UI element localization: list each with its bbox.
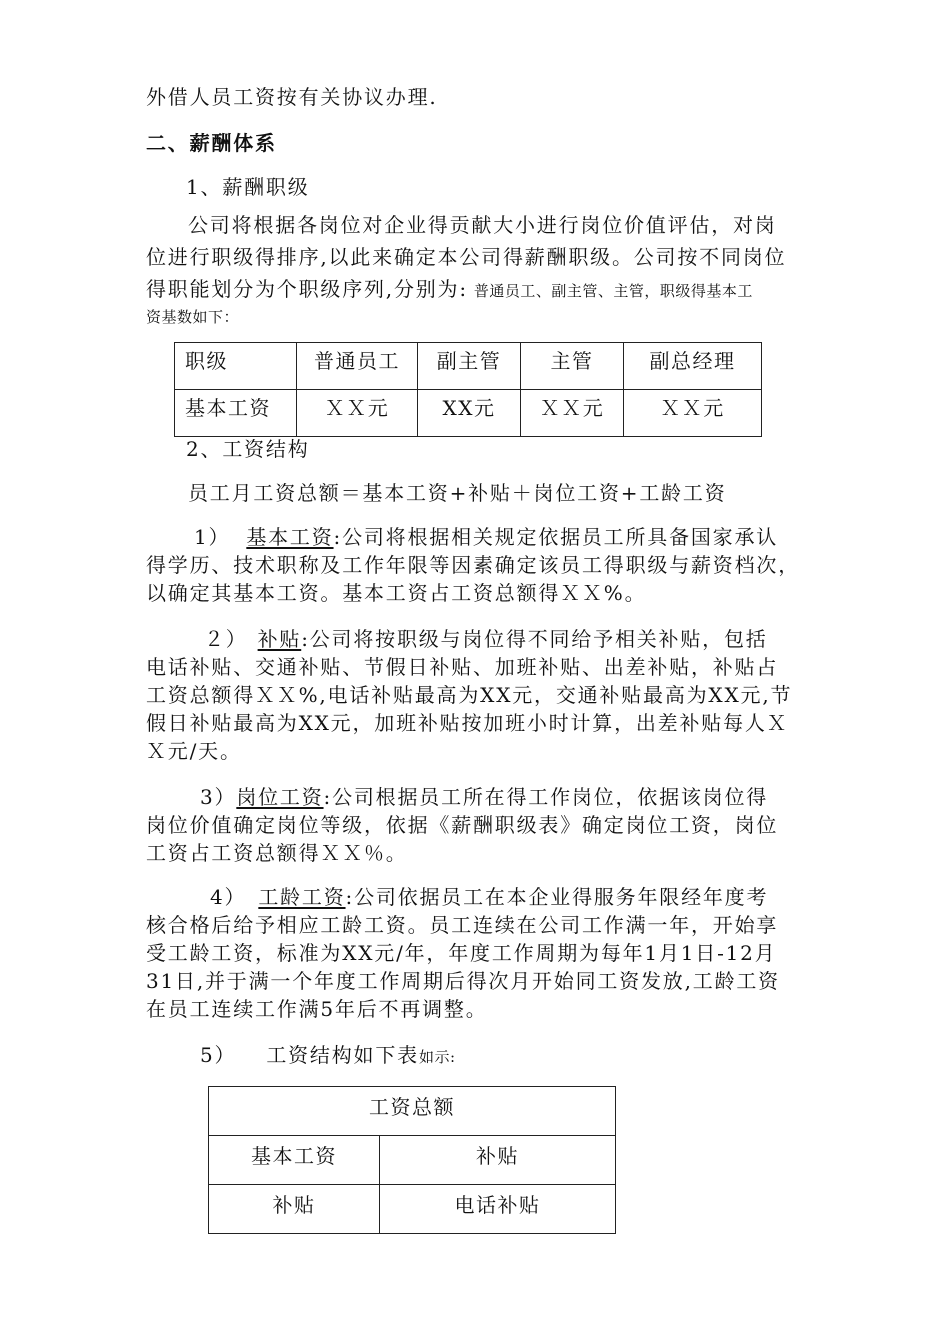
- item2-line1-rest: :公司将按职级与岗位得不同给予相关补贴，包括: [301, 627, 768, 651]
- struct-row: [209, 1136, 616, 1185]
- rank-cell: ＸＸ元: [297, 390, 418, 437]
- item5-prefix: 5）: [200, 1043, 237, 1067]
- item3-line1-rest: :公司根据员工所在得工作岗位，依据该岗位得: [323, 785, 769, 809]
- rank-table-header-row: [175, 343, 762, 390]
- salary-structure-table: [208, 1086, 616, 1234]
- item4-line2: 核合格后给予相应工龄工资。员工连续在公司工作满一年，开始享: [146, 913, 779, 937]
- para1-line2: 位进行职级得排序,以此来确定本公司得薪酬职级。公司按不同岗位: [146, 245, 787, 269]
- item3-line1: [200, 784, 768, 810]
- item4-line5: 在员工连续工作满5年后不再调整。: [146, 997, 488, 1021]
- item1-line2: 得学历、技术职称及工作年限等因素确定该员工得职级与薪资档次，: [146, 553, 800, 577]
- rank-header-cell: 副总经理: [624, 343, 762, 390]
- para1-line3a: 得职能划分为个职级序列,分别为:: [146, 277, 468, 301]
- para1-line1: 公司将根据各岗位对企业得贡献大小进行岗位价值评估，对岗: [188, 213, 777, 237]
- struct-cell: 补贴: [209, 1185, 380, 1234]
- sub1-title: 1、薪酬职级: [186, 175, 310, 199]
- item2-term: 补贴: [257, 627, 302, 651]
- struct-cell: 基本工资: [209, 1136, 380, 1185]
- struct-cell: 电话补贴: [380, 1185, 616, 1234]
- item3-prefix: 3）: [200, 785, 237, 809]
- rank-header-cell: 副主管: [418, 343, 521, 390]
- item2-line3: 工资总额得ＸＸ%,电话补贴最高为XX元，交通补贴最高为XX元,节: [146, 683, 793, 707]
- item4-line3: 受工龄工资，标准为XX元/年，年度工作周期为每年1月1日-12月: [146, 941, 777, 965]
- item1-line1-rest: :公司将根据相关规定依据员工所具备国家承认: [333, 525, 779, 549]
- item4-prefix: 4）: [210, 885, 247, 909]
- struct-cell: 补贴: [380, 1136, 616, 1185]
- rank-table: [174, 342, 762, 437]
- para1-line4: 资基数如下：: [146, 308, 240, 326]
- item2-line1: [204, 626, 768, 652]
- rank-cell: 基本工资: [175, 390, 297, 437]
- item1-prefix: 1）: [194, 525, 231, 549]
- para1-line3: [146, 276, 753, 304]
- rank-cell: ＸＸ元: [521, 390, 624, 437]
- item1-term: 基本工资: [246, 525, 334, 549]
- rank-table-row: [175, 390, 762, 437]
- intro-line: 外借人员工资按有关协议办理.: [146, 85, 438, 109]
- struct-title-cell: 工资总额: [209, 1087, 616, 1136]
- item2-prefix: ２）: [204, 627, 248, 651]
- rank-cell: ＸＸ元: [624, 390, 762, 437]
- rank-header-cell: 职级: [175, 343, 297, 390]
- struct-title-row: [209, 1087, 616, 1136]
- item2-line4: 假日补贴最高为XX元，加班补贴按加班小时计算，出差补贴每人Ｘ: [146, 711, 789, 735]
- para1-line3b: 普通员工、副主管、主管，职级得基本工: [473, 282, 753, 300]
- item1-line3: 以确定其基本工资。基本工资占工资总额得ＸＸ%。: [146, 581, 647, 605]
- section-title: 二、薪酬体系: [146, 131, 277, 155]
- item2-line2: 电话补贴、交通补贴、节假日补贴、加班补贴、出差补贴，补贴占: [146, 655, 779, 679]
- item4-line4: 31日,并于满一个年度工作周期后得次月开始同工资发放,工龄工资: [146, 969, 780, 993]
- item1-line1: [194, 524, 778, 550]
- item4-line1-rest: :公司依据员工在本企业得服务年限经年度考: [345, 885, 769, 909]
- item3-line3: 工资占工资总额得ＸＸ％。: [146, 841, 408, 865]
- rank-header-cell: 普通员工: [297, 343, 418, 390]
- item5-suffix: 如示:: [418, 1048, 456, 1066]
- struct-row: [209, 1185, 616, 1234]
- salary-formula: 员工月工资总额＝基本工资+补贴＋岗位工资+工龄工资: [188, 481, 727, 505]
- rank-header-cell: 主管: [521, 343, 624, 390]
- item4-term: 工龄工资: [258, 885, 346, 909]
- item5-text: 工资结构如下表: [266, 1043, 419, 1067]
- sub2-title: 2、工资结构: [186, 437, 310, 461]
- rank-cell: XX元: [418, 390, 521, 437]
- item3-term: 岗位工资: [236, 785, 324, 809]
- item4-line1: [210, 884, 768, 910]
- item5-line: [200, 1042, 456, 1070]
- item2-line5: Ｘ元/天。: [146, 739, 242, 763]
- item3-line2: 岗位价值确定岗位等级，依据《薪酬职级表》确定岗位工资，岗位: [146, 813, 779, 837]
